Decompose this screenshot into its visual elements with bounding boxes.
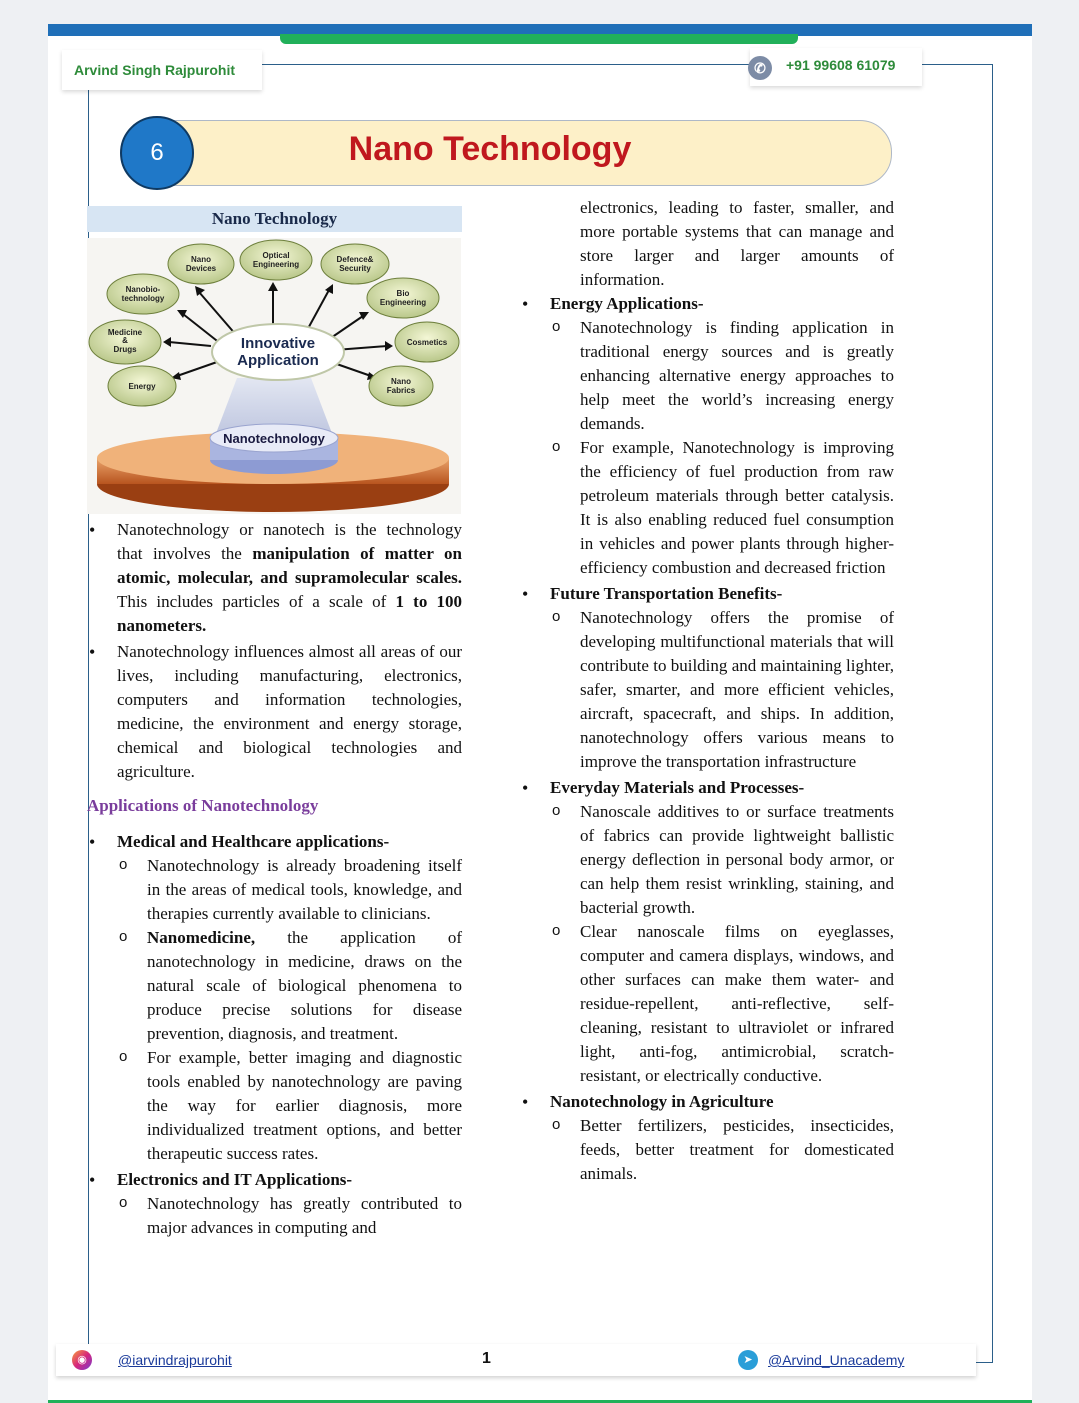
agriculture-sublist: [550, 1114, 894, 1186]
arrow-energy: [177, 362, 217, 376]
node-defence-l2: Security: [339, 264, 371, 273]
energy-heading: • Energy Applications-: [550, 294, 704, 313]
chapter-number: 6: [120, 116, 194, 190]
node-energy-l1: Energy: [128, 382, 156, 391]
node-bio-l2: Engineering: [379, 298, 427, 307]
everyday-sublist: [550, 800, 894, 1088]
applications-diagram: [87, 238, 461, 514]
electronics-item: [87, 1168, 462, 1240]
node-medicine-l1: Medicine: [107, 328, 143, 337]
node-cosmetics: [395, 322, 459, 362]
energy-sub-2: o For example, Nanotechnology is improving the efficiency of fuel production from raw petroleum materials through better catalysis. It is also enabling reduced fuel consumption in vehicles and power plants through higher-efficiency combustion and decreased friction: [550, 436, 894, 580]
phone-contact: [750, 48, 922, 86]
base-label: Nanotechnology: [223, 431, 325, 446]
arrow-medicine: [169, 342, 211, 346]
nanomedicine-term: Nanomedicine,: [147, 928, 256, 947]
node-optical-l1: Optical: [262, 251, 290, 260]
transport-item: [520, 582, 894, 774]
intro-list: [87, 518, 462, 784]
page-footer: [56, 1344, 976, 1376]
arrowhead-optical: [268, 282, 278, 291]
agriculture-item: [520, 1090, 894, 1186]
node-cosmetics-l1: Cosmetics: [406, 338, 448, 347]
node-medicine-drugs: [89, 320, 161, 364]
node-medicine-l2: &: [122, 336, 128, 345]
node-fabrics-l1: Nano: [391, 377, 411, 386]
node-energy: [108, 366, 176, 406]
transport-heading: • Future Transportation Benefits-: [550, 584, 783, 603]
everyday-sub-1: o Nanoscale additives to or surface treatments of fabrics can provide lightweight ballistic energy deflection in personal body armor, or can help them resist wrinkling, staining, and bacterial growth.: [550, 800, 894, 920]
electronics-continued: electronics, leading to faster, smaller, and more portable systems that can manage and store larger and larger amounts of information.: [580, 198, 894, 289]
intro1-text-b: manipulation of matter on atomic, molecular, and supramolecular scales.: [117, 544, 462, 587]
node-defence-l1: Defence&: [336, 255, 374, 264]
node-nano-devices-l1: Nano: [191, 255, 211, 264]
nanotech-applications-figure: [87, 238, 461, 514]
center-label-1: Innovative: [240, 335, 316, 352]
phone-number: +91 99608 61079: [786, 57, 896, 73]
instagram-link[interactable]: @iarvindrajpurohit: [118, 1352, 232, 1368]
arrow-nanobio: [183, 314, 221, 344]
phone-icon: ✆: [748, 56, 772, 80]
arrow-nanodevices: [199, 292, 237, 336]
intro-item-2: [87, 640, 462, 784]
arrowhead-defence: [325, 284, 333, 294]
node-medicine-l3: Drugs: [113, 345, 137, 354]
page-number: 1: [482, 1350, 491, 1367]
chapter-title: Nano Technology: [348, 130, 632, 168]
applications-section-title: Applications of Nanotechnology: [87, 796, 319, 815]
transport-sub-1: o Nanotechnology offers the promise of developing multifunctional materials that will contribute to building and maintaining lighter, safer, smarter, and more efficient vehicles, aircraft, spacecraft, and ships. In addition, nanotechnology offers various means to improve the transportation infrastructure: [550, 606, 894, 774]
applications-list-left: [87, 830, 462, 1240]
node-nanobio-technology: [107, 274, 179, 314]
top-green-tab: [280, 34, 798, 44]
medical-sub-1: o Nanotechnology is already broadening itself in the areas of medical tools, knowledge, and therapies currently available to clinicians.: [117, 854, 462, 926]
intro1-text-c: This includes particles of a scale of: [117, 592, 396, 611]
intro-item-1: [87, 518, 462, 638]
arrowhead-cosmetics: [385, 341, 393, 351]
node-bio-l1: Bio: [396, 289, 410, 298]
node-fabrics-l2: Fabrics: [386, 386, 416, 395]
transport-sublist: [550, 606, 894, 774]
telegram-icon: ➤: [738, 1350, 758, 1370]
arrowhead-medicine: [163, 337, 171, 347]
node-nanobio-l2: technology: [121, 294, 165, 303]
energy-item: [520, 292, 894, 580]
nanomedicine-desc: the application of nanotechnology in medicine, draws on the natural scale of biological phenomena to produce precise solutions for disease prevention, diagnosis, and treatment.: [147, 928, 462, 1043]
right-column: [520, 196, 894, 1188]
agriculture-sub-1: o Better fertilizers, pesticides, insecticides, feeds, better treatment for domesticated animals.: [550, 1114, 894, 1186]
medical-sub-2: [117, 926, 462, 1046]
author-name: Arvind Singh Rajpurohit: [62, 50, 262, 90]
medical-heading: • Medical and Healthcare applications-: [117, 832, 390, 851]
energy-sublist: [550, 316, 894, 580]
medical-sub-3: o For example, better imaging and diagnostic tools enabled by nanotechnology are paving the way for earlier diagnosis, more individualized treatment options, and better therapeutic success rates.: [117, 1046, 462, 1166]
figure-caption: Nano Technology: [87, 206, 462, 232]
intro1-text-d: 1 to 100 nanometers.: [117, 592, 462, 635]
everyday-item: [520, 776, 894, 1088]
left-column: [87, 206, 462, 1242]
agriculture-heading: • Nanotechnology in Agriculture: [550, 1092, 774, 1111]
node-optical-engineering: [240, 240, 312, 280]
electronics-heading: • Electronics and IT Applications-: [117, 1170, 353, 1189]
everyday-heading: • Everyday Materials and Processes-: [550, 778, 805, 797]
instagram-icon: ◉: [72, 1350, 92, 1370]
node-defence-security: [321, 244, 389, 284]
energy-sub-1: o Nanotechnology is finding application in traditional energy sources and is greatly enhancing alternative energy approaches to help meet the world’s increasing energy demands.: [550, 316, 894, 436]
medical-sublist: [117, 854, 462, 1166]
center-label-2: Application: [237, 352, 319, 369]
node-bio-engineering: [367, 278, 439, 318]
everyday-sub-2: o Clear nanoscale films on eyeglasses, computer and camera displays, windows, and other surfaces can make them water- and residue-repellent, anti-reflective, self-cleaning, resistant to ultraviolet or infrared light, anti-fog, antimicrobial, scratch-resistant, or electrically conductive.: [550, 920, 894, 1088]
intro2-text: Nanotechnology influences almost all areas of our lives, including manufacturing, electronics, computers and information technologies, medicine, the environment and energy storage, chemical and biological technologies and agriculture.: [117, 642, 462, 781]
node-nano-devices: [168, 244, 234, 284]
electronics-sub-1: o Nanotechnology has greatly contributed to major advances in computing and: [117, 1192, 462, 1240]
node-nano-fabrics: [369, 366, 433, 406]
telegram-link[interactable]: @Arvind_Unacademy: [768, 1352, 905, 1368]
medical-item: [87, 830, 462, 1166]
node-nanobio-l1: Nanobio-: [125, 285, 161, 294]
intro1-text-a: Nanotechnology or nanotech is the technology that involves the: [117, 520, 462, 563]
electronics-sublist: [117, 1192, 462, 1240]
applications-list-right: [520, 292, 894, 1186]
node-nano-devices-l2: Devices: [185, 264, 217, 273]
node-optical-l2: Engineering: [252, 260, 300, 269]
